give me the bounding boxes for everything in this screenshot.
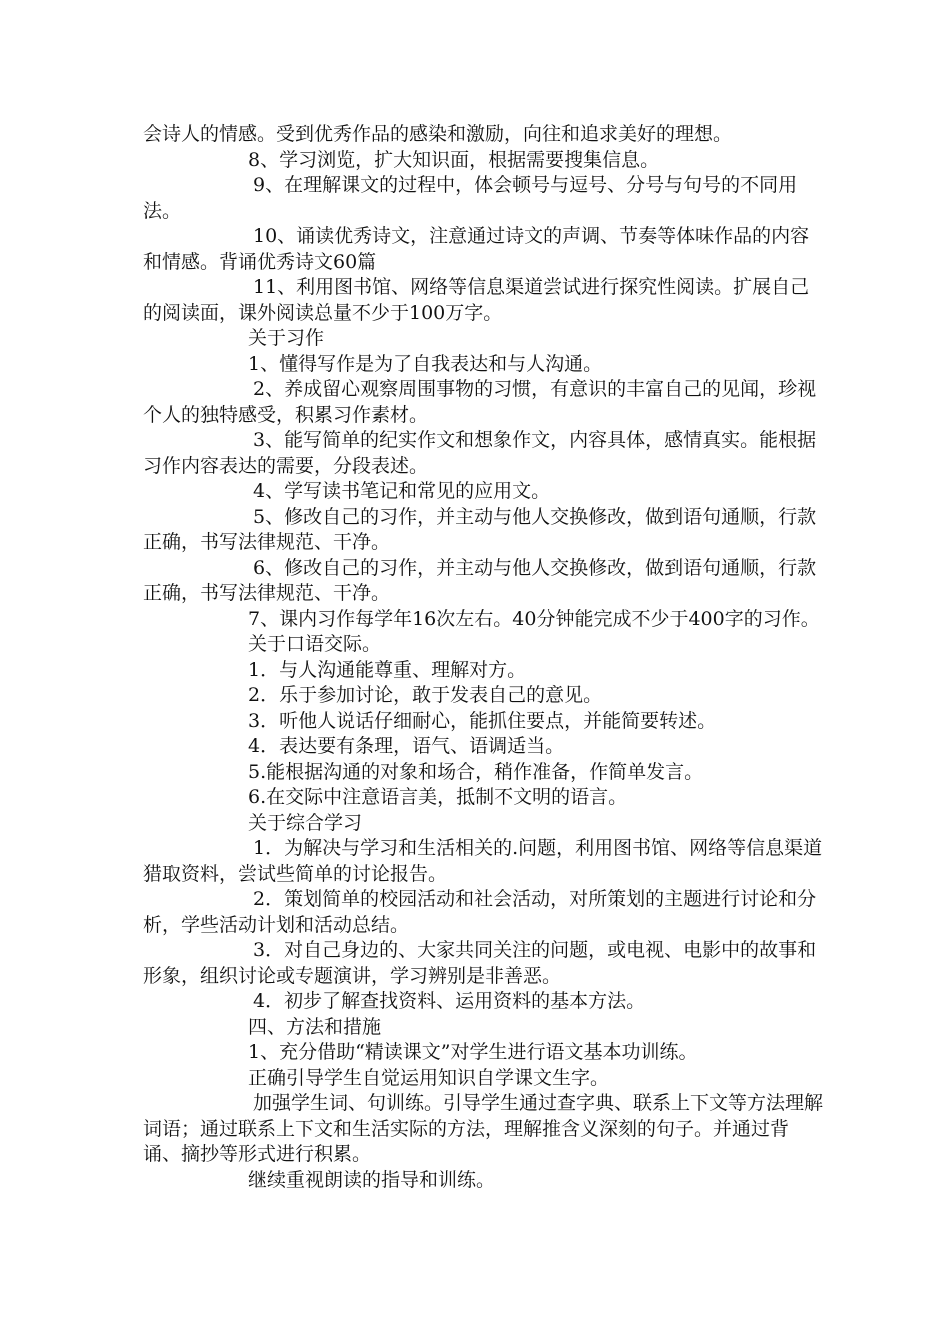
paragraph: 关于综合学习: [248, 811, 363, 834]
paragraph: 4、学写读书笔记和常见的应用文。: [253, 480, 551, 502]
paragraph: 11、利用图书馆、网络等信息渠道尝试进行探究性阅读。扩展自己的阅读面，课外阅读总量不少于100万字。: [143, 276, 810, 324]
paragraph: 6.在交际中注意语言美，抵制不文明的语言。: [248, 786, 628, 808]
paragraph: 继续重视朗读的指导和训练。: [248, 1168, 496, 1191]
paragraph: 1．与人沟通能尊重、理解对方。: [248, 658, 527, 681]
paragraph: 1、充分借助“精读课文”对学生进行语文基本功训练。: [248, 1041, 698, 1063]
paragraph: 四、方法和措施: [248, 1015, 382, 1038]
paragraph: 会诗人的情感。受到优秀作品的感染和激励，向往和追求美好的理想。: [143, 123, 733, 145]
paragraph: 关于口语交际。: [248, 633, 382, 655]
paragraph: 2．乐于参加讨论，敢于发表自己的意见。: [248, 684, 603, 706]
paragraph: 10、诵读优秀诗文，注意通过诗文的声调、节奏等体味作品的内容和情感。背诵优秀诗文60篇: [143, 225, 810, 273]
paragraph: 关于习作: [248, 327, 325, 349]
paragraph: 3、能写简单的纪实作文和想象作文，内容具体，感情真实。能根据习作内容表达的需要，分段表述。: [143, 429, 817, 477]
paragraph: 5、修改自己的习作，并主动与他人交换修改，做到语句通顺，行款正确，书写法律规范、干净。: [143, 505, 817, 553]
paragraph: 1、懂得写作是为了自我表达和与人沟通。: [248, 352, 603, 375]
paragraph: 6、修改自己的习作，并主动与他人交换修改，做到语句通顺，行款正确，书写法律规范、干净。: [143, 556, 817, 604]
paragraph: 2、养成留心观察周围事物的习惯，有意识的丰富自己的见闻，珍视个人的独特感受，积累习作素材。: [143, 378, 817, 426]
paragraph: 9、在理解课文的过程中，体会顿号与逗号、分号与句号的不同用法。: [143, 174, 798, 222]
document-body: [143, 122, 823, 1193]
paragraph: 5.能根据沟通的对象和场合，稍作准备，作简单发言。: [248, 760, 704, 783]
paragraph: 4．表达要有条理，语气、语调适当。: [248, 735, 565, 757]
paragraph: 3．听他人说话仔细耐心，能抓住要点，并能简要转述。: [248, 709, 717, 732]
paragraph: 4．初步了解查找资料、运用资料的基本方法。: [253, 990, 646, 1012]
paragraph: 加强学生词、句训练。引导学生通过查字典、联系上下文等方法理解词语；通过联系上下文和生活实际的方法，理解推含义深刻的句子。并通过背诵、摘抄等形式进行积累。: [143, 1092, 824, 1165]
paragraph: 正确引导学生自觉运用知识自学课文生字。: [248, 1066, 610, 1089]
paragraph: 3．对自己身边的、大家共同关注的问题，或电视、电影中的故事和形象，组织讨论或专题演讲，学习辨别是非善恶。: [143, 939, 817, 987]
paragraph: 2．策划简单的校园活动和社会活动，对所策划的主题进行讨论和分析，学些活动计划和活动总结。: [143, 888, 817, 936]
paragraph: 8、学习浏览，扩大知识面，根据需要搜集信息。: [248, 148, 660, 171]
paragraph: 7、课内习作每学年16次左右。40分钟能完成不少于400字的习作。: [248, 607, 820, 630]
paragraph: 1．为解决与学习和生活相关的.问题，利用图书馆、网络等信息渠道猎取资料，尝试些简单的讨论报告。: [143, 837, 823, 885]
